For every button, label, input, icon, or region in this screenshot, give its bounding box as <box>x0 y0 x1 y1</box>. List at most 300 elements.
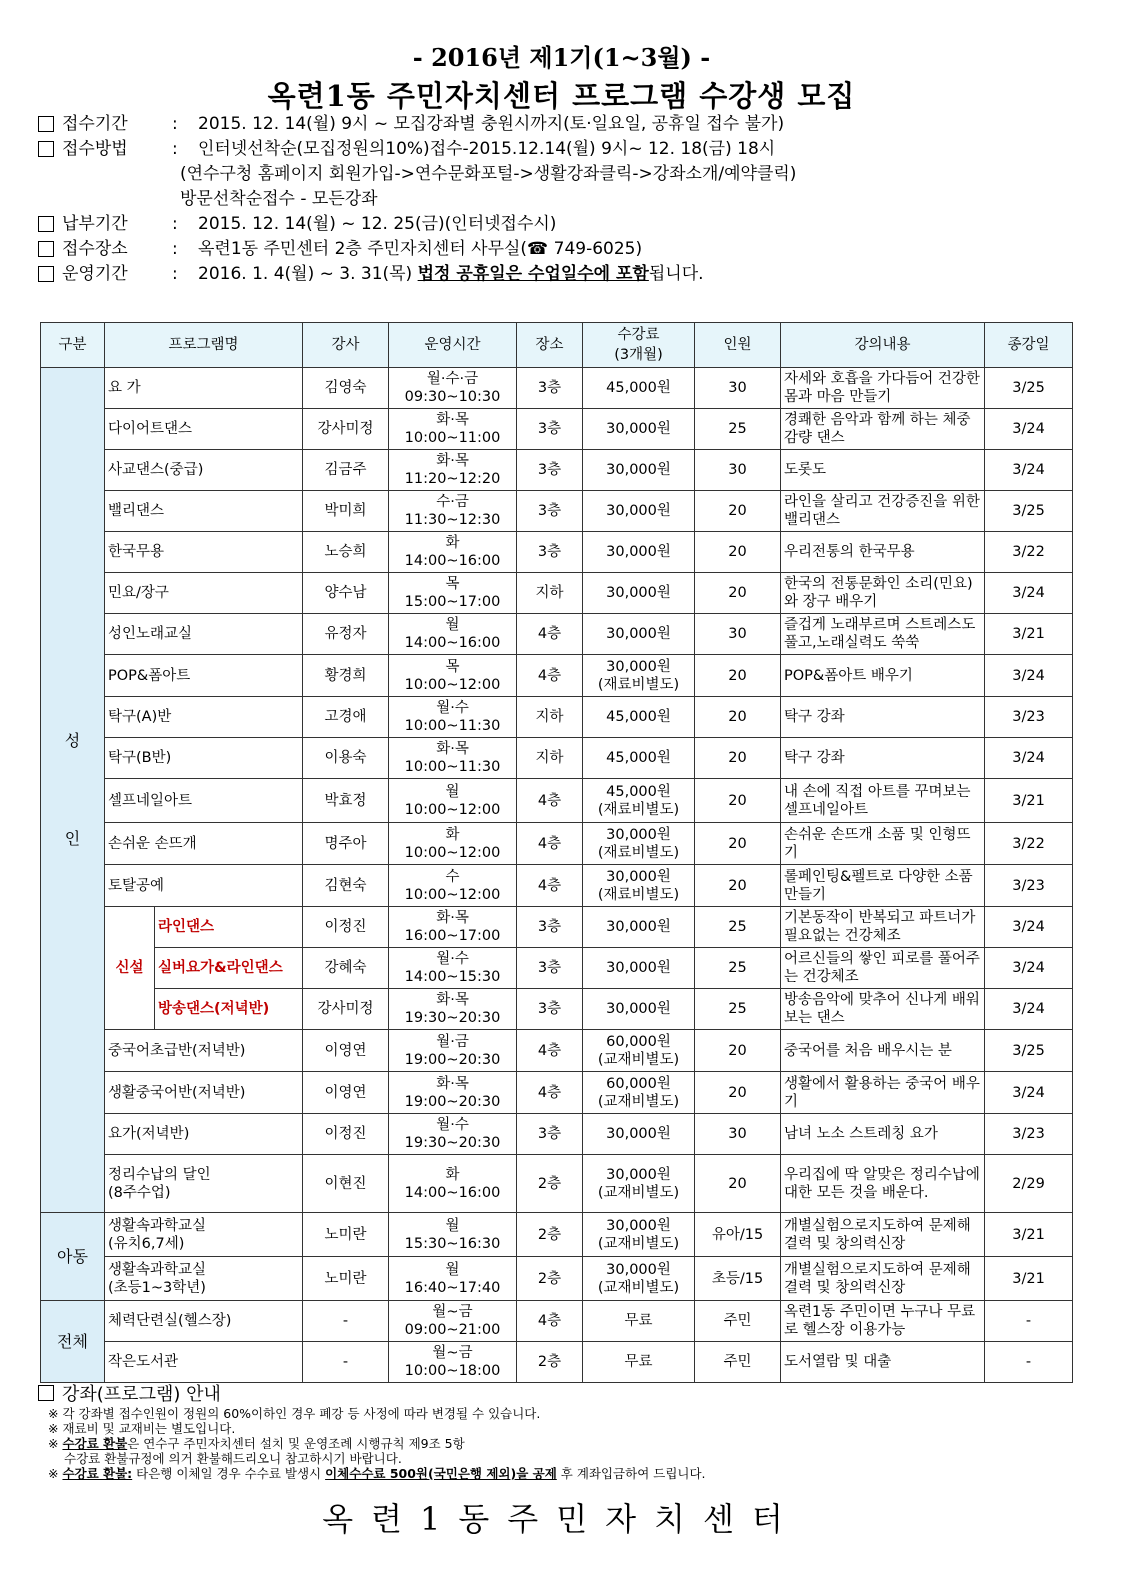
place: 지하 <box>517 738 583 779</box>
end-date: - <box>985 1342 1073 1383</box>
program-name-line: 체력단련실(헬스장) <box>108 1313 232 1329</box>
fee-amount: 30,000원 <box>606 421 671 437</box>
content: 남녀 노소 스트레칭 요가 <box>781 1114 985 1155</box>
note-text: 은 연수구 주민자치센터 설치 및 운영조례 시행규칙 제9조 5항 <box>127 1436 465 1451</box>
info-value: 인터넷선착순(모집정원의10%)접수-2015.12.14(월) 9시~ 12. 18(금) 18시 <box>198 139 776 159</box>
schedule-days: 월·수 <box>436 951 469 967</box>
content: 즐겁게 노래부르며 스트레스도 풀고,노래실력도 쑥쑥 <box>781 614 985 655</box>
schedule <box>389 989 517 1030</box>
program-name <box>105 491 303 532</box>
program-name <box>105 450 303 491</box>
content: 방송음악에 맞추어 신나게 배워보는 댄스 <box>781 989 985 1030</box>
program-name <box>105 655 303 697</box>
program-name-sub: (초등1~3학년) <box>108 1279 206 1296</box>
note-line: ※ 각 강좌별 접수인원이 정원의 60%이하인 경우 폐강 등 사정에 따라 변경될 수 있습니다. <box>48 1406 541 1421</box>
content: 내 손에 직접 아트를 꾸며보는 셀프네일아트 <box>781 779 985 823</box>
fee-note: (재료비별도) <box>597 844 680 861</box>
note-line: ※ 수강료 환불은 연수구 주민자치센터 설치 및 운영조례 시행규칙 제9조 5항 <box>48 1436 465 1451</box>
place: 3층 <box>517 491 583 532</box>
program-name-line: 생활속과학교실 <box>108 1217 207 1234</box>
schedule <box>389 1342 517 1383</box>
end-date: 3/24 <box>985 409 1073 450</box>
guide-title: 강좌(프로그램) 안내 <box>62 1384 221 1405</box>
fee-amount: 30,000원 <box>606 868 671 885</box>
schedule-hours: 11:30~12:30 <box>404 512 501 528</box>
header-fee-sub: (3개월) <box>614 347 663 363</box>
program-name <box>105 697 303 738</box>
schedule-days: 월~금 <box>432 1345 473 1361</box>
schedule-days: 화 <box>445 1166 460 1183</box>
schedule-days: 월~금 <box>432 1304 473 1320</box>
program-name-sub: (8주수업) <box>108 1184 171 1201</box>
instructor: 명주아 <box>303 823 389 865</box>
program-name-line: 생활속과학교실 <box>108 1261 207 1278</box>
fee-amount: 30,000원 <box>606 960 671 976</box>
instructor: 김현숙 <box>303 865 389 907</box>
place: 2층 <box>517 1342 583 1383</box>
fee-amount: 30,000원 <box>606 826 671 843</box>
instructor: - <box>303 1301 389 1342</box>
table-row <box>41 491 1073 532</box>
checkbox-icon <box>38 141 54 157</box>
fee <box>583 1257 695 1301</box>
table-row <box>41 948 1073 989</box>
table-row <box>41 865 1073 907</box>
capacity: 20 <box>695 491 781 532</box>
footer-organization: 옥련1동주민자치센터 <box>322 1500 801 1538</box>
fee-note: (교재비별도) <box>597 1051 680 1068</box>
schedule-hours: 09:30~10:30 <box>404 389 501 405</box>
fee-amount: 30,000원 <box>606 544 671 560</box>
capacity: 25 <box>695 409 781 450</box>
content: 도서열람 및 대출 <box>781 1342 985 1383</box>
colon: : <box>172 114 178 134</box>
schedule-days: 월·수 <box>436 1117 469 1133</box>
table-row <box>41 655 1073 697</box>
fee-note: (재료비별도) <box>597 801 680 818</box>
instructor: 노승희 <box>303 532 389 573</box>
instructor: - <box>303 1342 389 1383</box>
table-row <box>41 1301 1073 1342</box>
schedule-hours: 09:00~21:00 <box>404 1322 501 1338</box>
schedule-hours: 14:00~15:30 <box>404 969 501 985</box>
place: 2층 <box>517 1257 583 1301</box>
table-row <box>41 1342 1073 1383</box>
program-name-line: 토탈공예 <box>108 877 165 894</box>
schedule-hours: 10:00~18:00 <box>404 1363 501 1379</box>
info-operation-period <box>38 262 796 287</box>
info-label: 납부기간 <box>62 214 128 234</box>
fee <box>583 491 695 532</box>
schedule-days: 월·수·금 <box>426 371 479 387</box>
info-label: 접수장소 <box>62 239 128 259</box>
holiday-emphasis: 법정 공휴일은 수업일수에 포함 <box>417 264 649 284</box>
program-name-line: 생활중국어반(저녁반) <box>108 1084 246 1101</box>
fee-amount: 30,000원 <box>606 1261 671 1278</box>
info-method-line2: (연수구청 홈페이지 회원가입->연수문화포털->생활강좌클릭->강좌소개/예약클릭) <box>180 164 797 184</box>
table-row <box>41 697 1073 738</box>
program-name-line: 작은도서관 <box>108 1354 179 1370</box>
program-name-line: 중국어초급반(저녁반) <box>108 1042 246 1059</box>
info-reception-place <box>38 237 796 262</box>
place: 2층 <box>517 1155 583 1213</box>
capacity: 20 <box>695 697 781 738</box>
place: 3층 <box>517 450 583 491</box>
content: 우리전통의 한국무용 <box>781 532 985 573</box>
content: 개별실험으로지도하여 문제해결력 및 창의력신장 <box>781 1257 985 1301</box>
fee <box>583 1342 695 1383</box>
end-date: 3/25 <box>985 368 1073 409</box>
schedule-hours: 10:00~11:30 <box>404 718 501 734</box>
capacity: 20 <box>695 865 781 907</box>
schedule-days: 화 <box>445 535 460 551</box>
program-name-line: 성인노래교실 <box>108 626 193 642</box>
schedule-days: 목 <box>445 658 460 675</box>
content: 탁구 강좌 <box>781 697 985 738</box>
fee-amount: 30,000원 <box>606 462 671 478</box>
content: 옥련1동 주민이면 누구나 무료로 헬스장 이용가능 <box>781 1301 985 1342</box>
schedule-hours: 16:40~17:40 <box>404 1279 501 1296</box>
instructor: 고경애 <box>303 697 389 738</box>
schedule-hours: 10:00~12:00 <box>404 801 501 818</box>
capacity: 20 <box>695 655 781 697</box>
program-table <box>40 322 1073 1383</box>
capacity: 20 <box>695 1030 781 1072</box>
fee <box>583 532 695 573</box>
recruitment-info <box>38 112 796 287</box>
schedule <box>389 865 517 907</box>
note-text: 후 계좌입금하여 드립니다. <box>556 1466 706 1481</box>
fee <box>583 823 695 865</box>
document-subtitle: - 2016년 제1기(1~3월) - <box>412 43 711 72</box>
fee-amount: 30,000원 <box>606 1126 671 1142</box>
place: 4층 <box>517 1301 583 1342</box>
program-name-line: 탁구(B반) <box>108 750 172 766</box>
content: 기본동작이 반복되고 파트너가 필요없는 건강체조 <box>781 907 985 948</box>
schedule-hours: 14:00~16:00 <box>404 635 501 651</box>
fee-amount: 30,000원 <box>606 503 671 519</box>
program-name <box>105 1342 303 1383</box>
schedule-days: 화·목 <box>436 910 469 926</box>
program-name-sub: (유치6,7세) <box>108 1235 185 1252</box>
fee <box>583 1072 695 1114</box>
place: 3층 <box>517 1114 583 1155</box>
content: 개별실험으로지도하여 문제해결력 및 창의력신장 <box>781 1213 985 1257</box>
info-method-line3: 방문선착순접수 - 모든강좌 <box>180 189 378 209</box>
schedule <box>389 1155 517 1213</box>
fee <box>583 368 695 409</box>
place: 3층 <box>517 989 583 1030</box>
schedule <box>389 1072 517 1114</box>
program-name <box>105 865 303 907</box>
table-row <box>41 738 1073 779</box>
schedule-hours: 14:00~16:00 <box>404 553 501 569</box>
table-row <box>41 1030 1073 1072</box>
end-date: 3/24 <box>985 450 1073 491</box>
content: 손쉬운 손뜨개 소품 및 인형뜨기 <box>781 823 985 865</box>
program-name-line: 손쉬운 손뜨개 <box>108 835 197 852</box>
capacity: 30 <box>695 368 781 409</box>
end-date: 3/24 <box>985 573 1073 614</box>
program-name-line: 밸리댄스 <box>108 503 165 519</box>
place: 지하 <box>517 573 583 614</box>
colon: : <box>172 264 178 284</box>
fee <box>583 655 695 697</box>
info-value: 2015. 12. 14(월) ~ 12. 25(금)(인터넷접수시) <box>198 214 557 234</box>
program-name <box>105 1257 303 1301</box>
program-name-line: 요가(저녁반) <box>108 1126 190 1142</box>
header-content: 강의내용 <box>781 323 985 368</box>
note-line: ※ 수강료 환불: 타은행 이체일 경우 수수료 발생시 이체수수료 500원(국민은행 제외)을 공제 후 계좌입금하여 드립니다. <box>48 1466 706 1481</box>
content: 중국어를 처음 배우시는 분 <box>781 1030 985 1072</box>
schedule <box>389 1114 517 1155</box>
instructor: 박미희 <box>303 491 389 532</box>
capacity: 30 <box>695 1114 781 1155</box>
category-label: 인 <box>64 829 81 848</box>
schedule-days: 화·목 <box>436 412 469 428</box>
fee <box>583 450 695 491</box>
program-name-line: 사교댄스(중급) <box>108 462 204 478</box>
content: 어르신들의 쌓인 피로를 풀어주는 건강체조 <box>781 948 985 989</box>
header-end-date: 종강일 <box>985 323 1073 368</box>
instructor: 강사미정 <box>303 409 389 450</box>
program-name <box>105 532 303 573</box>
colon: : <box>172 214 178 234</box>
program-name <box>105 1301 303 1342</box>
header-category: 구분 <box>41 323 105 368</box>
table-header-row <box>41 323 1073 368</box>
table-row <box>41 989 1073 1030</box>
content: 한국의 전통문화인 소리(민요) 와 장구 배우기 <box>781 573 985 614</box>
schedule <box>389 779 517 823</box>
capacity: 유아/15 <box>695 1213 781 1257</box>
fee-amount: 무료 <box>624 1354 653 1370</box>
program-name-line: 다이어트댄스 <box>108 421 193 437</box>
place: 3층 <box>517 532 583 573</box>
category-adult <box>41 368 105 1213</box>
header-program: 프로그램명 <box>105 323 303 368</box>
checkbox-icon <box>38 116 54 132</box>
schedule-hours: 10:00~12:00 <box>404 676 501 693</box>
capacity: 20 <box>695 823 781 865</box>
program-name <box>105 738 303 779</box>
end-date: 3/22 <box>985 532 1073 573</box>
program-name: 실버요가&라인댄스 <box>155 948 303 989</box>
fee-amount: 45,000원 <box>606 380 671 396</box>
program-name-line: 탁구(A)반 <box>108 709 172 725</box>
schedule <box>389 1030 517 1072</box>
program-name <box>105 368 303 409</box>
program-name-line: 요 가 <box>108 380 141 396</box>
table-row <box>41 1114 1073 1155</box>
schedule <box>389 491 517 532</box>
place: 4층 <box>517 865 583 907</box>
program-name-line: 셀프네일아트 <box>108 792 193 809</box>
program-name <box>105 1030 303 1072</box>
capacity: 25 <box>695 948 781 989</box>
instructor: 강혜숙 <box>303 948 389 989</box>
info-label: 접수기간 <box>62 114 128 134</box>
end-date: 3/21 <box>985 1213 1073 1257</box>
instructor: 이영연 <box>303 1072 389 1114</box>
capacity: 25 <box>695 907 781 948</box>
instructor: 이현진 <box>303 1155 389 1213</box>
instructor: 박효정 <box>303 779 389 823</box>
content: 롤페인팅&펠트로 다양한 소품만들기 <box>781 865 985 907</box>
info-value: 옥련1동 주민센터 2층 주민자치센터 사무실(☎ 749-6025) <box>198 239 643 259</box>
instructor: 강사미정 <box>303 989 389 1030</box>
fee-amount: 30,000원 <box>606 1217 671 1234</box>
schedule-days: 목 <box>445 576 460 592</box>
table-row <box>41 450 1073 491</box>
category-child: 아동 <box>41 1213 105 1301</box>
end-date: 3/24 <box>985 948 1073 989</box>
instructor: 이영연 <box>303 1030 389 1072</box>
schedule <box>389 614 517 655</box>
schedule <box>389 573 517 614</box>
note-label: 수강료 환불 <box>62 1436 128 1451</box>
end-date: 3/25 <box>985 1030 1073 1072</box>
end-date: 3/24 <box>985 907 1073 948</box>
document-title: 옥련1동 주민자치센터 프로그램 수강생 모집 <box>267 79 856 113</box>
schedule <box>389 738 517 779</box>
program-name <box>105 1213 303 1257</box>
table-row <box>41 409 1073 450</box>
table-row <box>41 1257 1073 1301</box>
program-name <box>105 1114 303 1155</box>
table-row <box>41 823 1073 865</box>
schedule-days: 월 <box>445 617 460 633</box>
schedule <box>389 1213 517 1257</box>
place: 4층 <box>517 614 583 655</box>
table-row <box>41 907 1073 948</box>
checkbox-icon <box>38 1385 54 1401</box>
fee-note: (교재비별도) <box>597 1235 680 1252</box>
schedule-days: 수 <box>445 868 460 885</box>
content: 탁구 강좌 <box>781 738 985 779</box>
end-date: 3/25 <box>985 491 1073 532</box>
schedule-hours: 15:30~16:30 <box>404 1235 501 1252</box>
capacity: 30 <box>695 450 781 491</box>
schedule <box>389 655 517 697</box>
info-label: 접수방법 <box>62 139 128 159</box>
table-row <box>41 532 1073 573</box>
program-name <box>105 409 303 450</box>
schedule-hours: 19:00~20:30 <box>404 1051 501 1068</box>
schedule <box>389 532 517 573</box>
info-label: 운영기간 <box>62 264 128 284</box>
place: 4층 <box>517 823 583 865</box>
fee <box>583 409 695 450</box>
note-line: 수강료 환불규정에 의거 환불해드리오니 참고하시기 바랍니다. <box>64 1451 402 1466</box>
schedule-days: 화·목 <box>436 1075 469 1092</box>
category-label: 성 <box>64 731 81 750</box>
guide-heading <box>38 1380 221 1406</box>
fee <box>583 1155 695 1213</box>
capacity: 30 <box>695 614 781 655</box>
note-line: ※ 재료비 및 교재비는 별도입니다. <box>48 1421 236 1436</box>
category-all: 전체 <box>41 1301 105 1383</box>
schedule-hours: 19:30~20:30 <box>404 1135 501 1151</box>
place: 2층 <box>517 1213 583 1257</box>
fee <box>583 614 695 655</box>
instructor: 이용숙 <box>303 738 389 779</box>
table-body <box>41 368 1073 1383</box>
fee-amount: 30,000원 <box>606 585 671 601</box>
end-date: 3/24 <box>985 738 1073 779</box>
place: 3층 <box>517 907 583 948</box>
fee-amount: 45,000원 <box>606 783 671 800</box>
end-date: 3/24 <box>985 655 1073 697</box>
capacity: 20 <box>695 573 781 614</box>
fee <box>583 989 695 1030</box>
program-name-line: POP&폼아트 <box>108 667 191 684</box>
schedule-hours: 15:00~17:00 <box>404 594 501 610</box>
schedule-days: 월·수 <box>436 700 469 716</box>
content: 경쾌한 음악과 함께 하는 체중감량 댄스 <box>781 409 985 450</box>
place: 4층 <box>517 779 583 823</box>
note-label: 수강료 환불: <box>62 1466 133 1481</box>
table-row <box>41 1213 1073 1257</box>
program-name-line: 정리수납의 달인 <box>108 1166 211 1183</box>
colon: : <box>172 139 178 159</box>
schedule <box>389 368 517 409</box>
note-emphasis: 이체수수료 500원(국민은행 제외)을 공제 <box>325 1466 557 1481</box>
place: 3층 <box>517 409 583 450</box>
fee-amount: 30,000원 <box>606 658 671 675</box>
instructor: 노미란 <box>303 1213 389 1257</box>
place: 4층 <box>517 655 583 697</box>
header-instructor: 강사 <box>303 323 389 368</box>
content: 자세와 호흡을 가다듬어 건강한 몸과 마음 만들기 <box>781 368 985 409</box>
program-name-line: 한국무용 <box>108 544 165 560</box>
schedule-days: 화 <box>445 826 460 843</box>
fee-amount: 30,000원 <box>606 1166 671 1183</box>
instructor: 이정진 <box>303 907 389 948</box>
capacity: 25 <box>695 989 781 1030</box>
instructor: 이정진 <box>303 1114 389 1155</box>
end-date: 3/21 <box>985 614 1073 655</box>
capacity: 20 <box>695 779 781 823</box>
end-date: 3/24 <box>985 1072 1073 1114</box>
end-date: 3/23 <box>985 1114 1073 1155</box>
place: 4층 <box>517 1030 583 1072</box>
content: POP&폼아트 배우기 <box>781 655 985 697</box>
fee-note: (교재비별도) <box>597 1184 680 1201</box>
fee <box>583 948 695 989</box>
program-name <box>105 779 303 823</box>
fee-amount: 30,000원 <box>606 919 671 935</box>
schedule-days: 월 <box>445 1217 460 1234</box>
fee-note: (재료비별도) <box>597 676 680 693</box>
capacity: 20 <box>695 1155 781 1213</box>
instructor: 양수남 <box>303 573 389 614</box>
program-name: 라인댄스 <box>155 907 303 948</box>
place: 3층 <box>517 948 583 989</box>
schedule-hours: 19:30~20:30 <box>404 1010 501 1026</box>
program-name <box>105 823 303 865</box>
capacity: 초등/15 <box>695 1257 781 1301</box>
schedule <box>389 697 517 738</box>
header-fee <box>583 323 695 368</box>
schedule-hours: 16:00~17:00 <box>404 928 501 944</box>
content: 도롯도 <box>781 450 985 491</box>
table-row <box>41 1072 1073 1114</box>
schedule-days: 월 <box>445 783 460 800</box>
info-suffix: 됩니다. <box>648 264 704 284</box>
end-date: 2/29 <box>985 1155 1073 1213</box>
instructor: 황경희 <box>303 655 389 697</box>
